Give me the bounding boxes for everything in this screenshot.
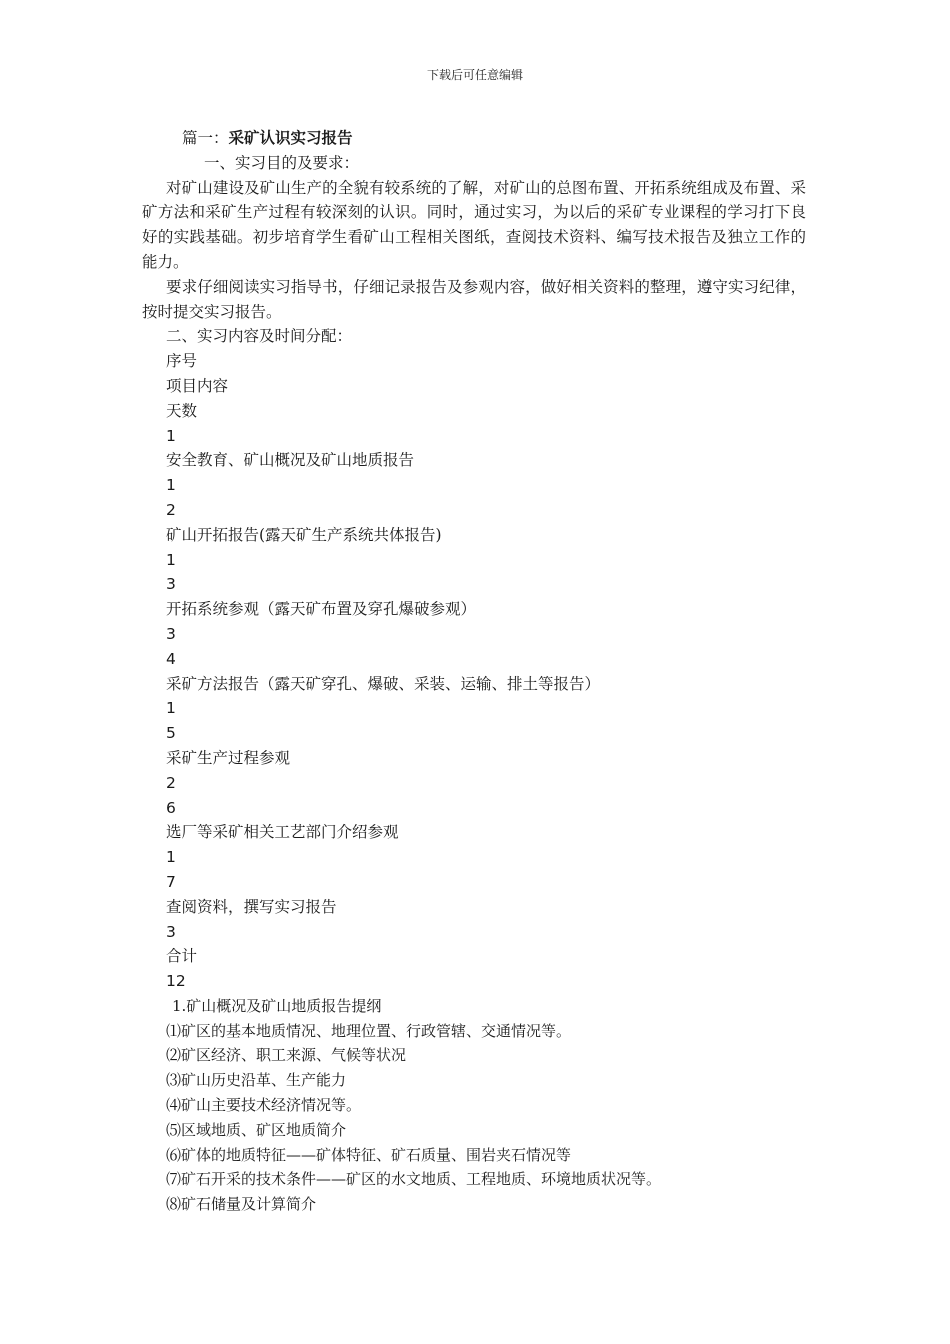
table-row-7-no: 7 [166,872,176,891]
table-row-5-no: 5 [166,724,176,743]
outline-item: ⑴矿区的基本地质情况、地理位置、行政管辖、交通情况等。 [166,1021,572,1040]
table-header-no: 序号 [166,352,198,371]
table-row-6-no: 6 [166,798,176,817]
table-row-3-content: 开拓系统参观（露天矿布置及穿孔爆破参观） [166,600,477,619]
table-row-7-content: 查阅资料，撰写实习报告 [166,897,337,916]
table-row-5-days: 2 [166,773,176,792]
title-prefix: 篇一： [182,129,229,147]
table-row-6-content: 选厂等采矿相关工艺部门介绍参观 [166,823,399,842]
table-row-3-days: 3 [166,624,176,643]
outline-title: 1.矿山概况及矿山地质报告提纲 [172,996,382,1015]
outline-item: ⑷矿山主要技术经济情况等。 [166,1096,362,1115]
table-row-3-no: 3 [166,575,176,594]
table-row-4-days: 1 [166,699,176,718]
document-body [142,126,806,1217]
table-row-1-content: 安全教育、矿山概况及矿山地质报告 [166,451,415,470]
paragraph-purpose: 对矿山建设及矿山生产的全貌有较系统的了解，对矿山的总图布置、开拓系统组成及布置、采矿方法和采矿生产过程有较深刻的认识。同时，通过实习，为以后的采矿专业课程的学习打下良好的实践基础。初步培育学生看矿山工程相关图纸，查阅技术资料、编写技术报告及独立工作的能力。 [142,178,806,271]
document-title: 采矿认识实习报告 [228,128,353,147]
page-header: 下载后可任意编辑 [426,68,523,82]
outline-item: ⑺矿石开采的技术条件——矿区的水文地质、工程地质、环境地质状况等。 [166,1170,662,1189]
outline-item: ⑹矿体的地质特征——矿体特征、矿石质量、围岩夹石情况等 [166,1145,572,1164]
outline-item: ⑵矿区经济、职工来源、气候等状况 [166,1046,407,1065]
table-row-6-days: 1 [166,848,176,867]
section-2-heading: 二、实习内容及时间分配： [166,327,353,346]
section-1-heading: 一、实习目的及要求： [204,153,360,172]
table-header-days: 天数 [166,401,198,420]
table-row-5-content: 采矿生产过程参观 [166,748,291,767]
table-total-label: 合计 [166,947,198,966]
schedule-table [142,349,806,994]
outline-item: ⑶矿山历史沿革、生产能力 [166,1071,347,1090]
outline-item: ⑸区域地质、矿区地质简介 [166,1120,347,1139]
table-row-2-no: 2 [166,500,176,519]
outline-list [142,1019,806,1217]
table-row-7-days: 3 [166,922,176,941]
paragraph-requirements: 要求仔细阅读实习指导书，仔细记录报告及参观内容，做好相关资料的整理，遵守实习纪律，按时提交实习报告。 [142,277,806,321]
table-row-1-days: 1 [166,476,176,495]
table-header-content: 项目内容 [166,376,229,395]
outline-item: ⑻矿石储量及计算简介 [166,1195,317,1214]
table-row-1-no: 1 [166,426,176,445]
document-title-line [142,126,806,151]
table-row-4-content: 采矿方法报告（露天矿穿孔、爆破、采装、运输、排土等报告） [166,674,601,693]
table-row-2-content: 矿山开拓报告(露天矿生产系统共体报告) [166,525,442,544]
table-row-2-days: 1 [166,550,176,569]
table-row-4-no: 4 [166,649,176,668]
table-total-value: 12 [166,972,186,991]
